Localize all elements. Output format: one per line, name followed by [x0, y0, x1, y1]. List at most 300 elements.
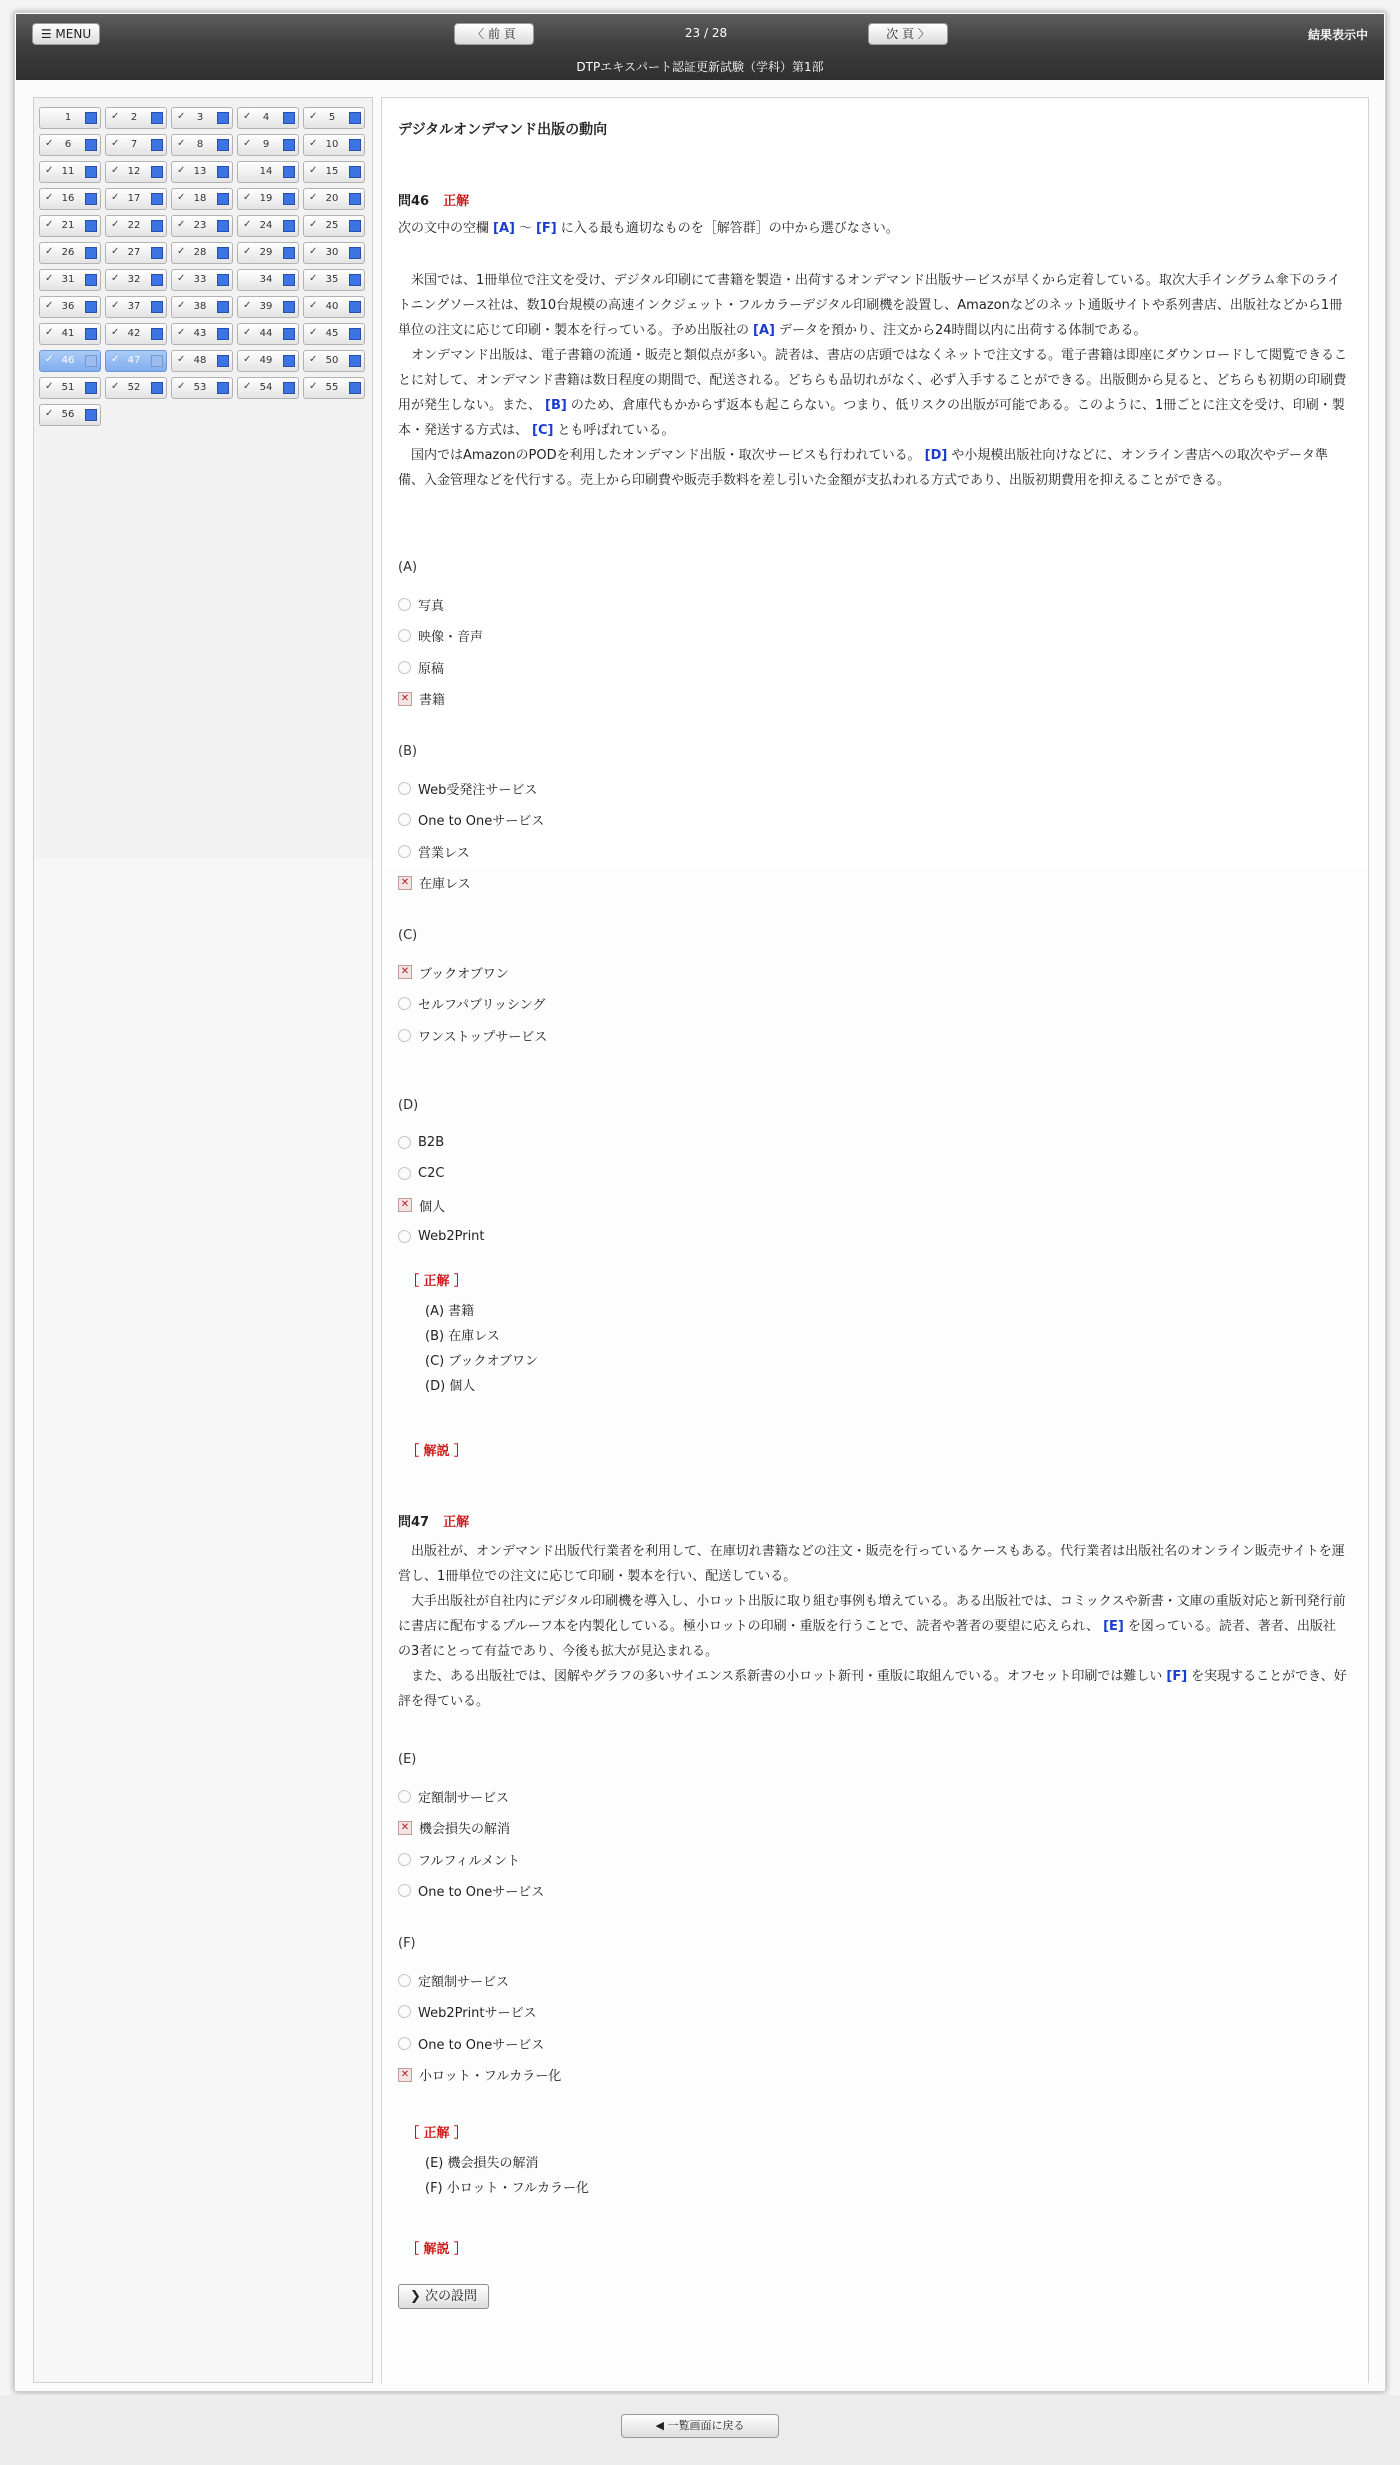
status-square-icon	[349, 220, 361, 232]
question-nav-button[interactable]	[39, 350, 101, 372]
status-square-icon	[85, 112, 97, 124]
question-nav-button[interactable]	[303, 188, 365, 210]
radio-icon	[398, 1136, 411, 1149]
answer-option[interactable]	[398, 1849, 520, 1869]
status-square-icon	[283, 355, 295, 367]
option-label: One to Oneサービス	[418, 2037, 545, 2053]
answer-option[interactable]	[398, 1132, 444, 1152]
chevron-right-icon: ❯	[409, 2289, 425, 2304]
check-icon: ✓	[243, 192, 252, 203]
question-nav-button[interactable]	[39, 215, 101, 237]
question-nav-button[interactable]	[303, 107, 365, 129]
question-number: 38	[193, 301, 207, 312]
question-nav-button[interactable]	[171, 188, 233, 210]
question-number: 21	[61, 220, 75, 231]
option-label: 営業レス	[418, 845, 470, 861]
question-nav-button[interactable]	[303, 323, 365, 345]
back-circle-icon: ◀	[655, 2419, 668, 2432]
question-number: 22	[127, 220, 141, 231]
question-nav-button[interactable]	[303, 296, 365, 318]
q47-passage	[398, 1539, 1348, 1714]
option-label: 個人	[419, 1199, 446, 1215]
question-nav-button[interactable]	[39, 242, 101, 264]
status-square-icon	[85, 382, 97, 394]
question-number: 48	[193, 355, 207, 366]
correct-answer-item: (D) 個人	[425, 1379, 476, 1394]
check-icon: ✓	[309, 138, 318, 149]
check-icon: ✓	[309, 111, 318, 122]
question-number: 41	[61, 328, 75, 339]
question-nav-button[interactable]	[171, 215, 233, 237]
answer-option[interactable]	[398, 689, 445, 709]
answer-option[interactable]	[398, 1025, 547, 1045]
radio-icon	[398, 1167, 411, 1180]
question-number: 28	[193, 247, 207, 258]
status-square-icon	[349, 301, 361, 313]
q47-explanation-label: ［ 解説 ］	[406, 2242, 468, 2257]
option-label: C2C	[418, 1166, 445, 1181]
question-number: 51	[61, 382, 75, 393]
question-nav-button[interactable]	[105, 269, 167, 291]
question-nav-button[interactable]	[171, 296, 233, 318]
blank-f-label: [F]	[535, 221, 557, 236]
page-counter: 23 / 28	[684, 26, 728, 40]
answer-option[interactable]	[398, 810, 544, 830]
q46-explanation-label: ［ 解説 ］	[406, 1444, 468, 1459]
check-icon: ✓	[111, 192, 120, 203]
question-nav-button[interactable]	[105, 350, 167, 372]
question-number: 39	[259, 301, 273, 312]
answer-option[interactable]	[398, 778, 537, 798]
top-toolbar	[16, 14, 1384, 80]
question-nav-button[interactable]	[171, 161, 233, 183]
radio-icon	[398, 1974, 411, 1987]
question-nav-button[interactable]	[105, 323, 167, 345]
question-number: 13	[193, 166, 207, 177]
selected-box-icon: ✕	[398, 1198, 412, 1212]
question-nav-button[interactable]	[237, 107, 299, 129]
menu-button[interactable]: ☰ MENU	[32, 23, 100, 45]
status-square-icon	[85, 247, 97, 259]
option-label: ブックオブワン	[419, 966, 509, 982]
next-question-button[interactable]: ❯ 次の設問	[398, 2284, 489, 2309]
check-icon: ✓	[45, 138, 54, 149]
status-square-icon	[349, 112, 361, 124]
check-icon: ✓	[177, 111, 186, 122]
check-icon: ✓	[177, 138, 186, 149]
exam-title: DTPエキスパート認証更新試験（学科）第1部	[576, 60, 824, 74]
question-nav-button[interactable]	[171, 350, 233, 372]
back-to-list-button[interactable]: ◀ 一覧画面に戻る	[621, 2414, 779, 2438]
check-icon: ✓	[111, 138, 120, 149]
app-window	[14, 12, 1386, 2392]
question-number: 23	[193, 220, 207, 231]
answer-option[interactable]	[398, 1881, 544, 1901]
option-label: 定額制サービス	[418, 1790, 510, 1806]
check-icon: ✓	[309, 246, 318, 257]
question-number: 3	[196, 112, 204, 123]
question-nav-button[interactable]	[105, 134, 167, 156]
radio-icon	[398, 629, 411, 642]
answer-option[interactable]	[398, 1818, 510, 1838]
check-icon: ✓	[45, 381, 54, 392]
check-icon: ✓	[111, 381, 120, 392]
status-square-icon	[151, 139, 163, 151]
question-number: 37	[127, 301, 141, 312]
answer-option[interactable]	[398, 1970, 509, 1990]
question-nav-button[interactable]	[105, 242, 167, 264]
status-square-icon	[85, 355, 97, 367]
selected-box-icon: ✕	[398, 692, 412, 706]
status-square-icon	[151, 166, 163, 178]
question-nav-button[interactable]	[39, 323, 101, 345]
status-square-icon	[151, 274, 163, 286]
check-icon: ✓	[243, 300, 252, 311]
status-square-icon	[349, 247, 361, 259]
question-content	[381, 97, 1369, 2383]
question-number: 42	[127, 328, 141, 339]
question-number: 24	[259, 220, 273, 231]
answer-option[interactable]	[398, 626, 483, 646]
question-number: 44	[259, 328, 273, 339]
question-nav-button[interactable]	[171, 323, 233, 345]
option-label: ワンストップサービス	[418, 1029, 548, 1045]
blank-a-label: [A]	[493, 221, 515, 236]
answer-option[interactable]	[398, 962, 509, 982]
check-icon: ✓	[177, 300, 186, 311]
q47-verdict: 正解	[443, 1515, 470, 1530]
selected-box-icon: ✕	[398, 2068, 412, 2082]
question-nav-button[interactable]	[39, 269, 101, 291]
answer-option[interactable]	[398, 994, 545, 1014]
radio-icon	[398, 813, 411, 826]
question-nav-button[interactable]	[237, 215, 299, 237]
status-square-icon	[349, 274, 361, 286]
check-icon: ✓	[111, 327, 120, 338]
check-icon: ✓	[177, 165, 186, 176]
answer-option[interactable]	[398, 841, 470, 861]
answer-option[interactable]	[398, 657, 444, 677]
question-number: 2	[130, 112, 138, 123]
radio-icon	[398, 1230, 411, 1243]
status-square-icon	[283, 274, 295, 286]
status-square-icon	[283, 301, 295, 313]
question-nav-button[interactable]	[237, 350, 299, 372]
check-icon: ✓	[309, 273, 318, 284]
q47-answer-label: ［ 正解 ］	[406, 2126, 468, 2141]
q46-paragraph-2: オンデマンド出版は、電子書籍の流通・販売と類似点が多い。読者は、書店の店頭ではなくネットで注文する。電子書籍は即座にダウンロードして閲覧できることに対して、オンデマンド書籍は数日程度の期間で、配送される。どちらも品切れがなく、必ず入手することができる。出版側から見ると、どちらも初期の印刷費用が発生しない。また、 [B] のため、倉庫代もかからず返本も起こらない。つまり、低リスクの出版が可能である。このように、1冊ごとに注文を受け、印刷・製本・発送する方式は、 [C] とも呼ばれている。	[398, 348, 1348, 438]
question-number: 5	[328, 112, 336, 123]
check-icon: ✓	[309, 192, 318, 203]
question-number: 16	[61, 193, 75, 204]
q46-header	[398, 190, 469, 209]
question-number: 53	[193, 382, 207, 393]
question-nav-button[interactable]	[39, 188, 101, 210]
question-nav-button[interactable]	[303, 242, 365, 264]
check-icon: ✓	[177, 327, 186, 338]
correct-answer-item: (F) 小ロット・フルカラー化	[425, 2181, 589, 2196]
check-icon: ✓	[243, 111, 252, 122]
question-nav-button[interactable]	[39, 161, 101, 183]
group-label: (F)	[398, 1936, 416, 1951]
selected-box-icon: ✕	[398, 965, 412, 979]
radio-icon	[398, 782, 411, 795]
question-nav-button[interactable]	[303, 134, 365, 156]
status-square-icon	[349, 139, 361, 151]
question-nav-button[interactable]	[237, 188, 299, 210]
question-number: 56	[61, 409, 75, 420]
question-number: 31	[61, 274, 75, 285]
q47-paragraph-1: 出版社が、オンデマンド出版代行業者を利用して、在庫切れ書籍などの注文・販売を行っているケースもある。代行業者は出版社名のオンライン販売サイトを運営し、1冊単位での注文に応じて印刷・製本を行い、配送している。	[398, 1544, 1345, 1584]
check-icon: ✓	[111, 165, 120, 176]
check-icon: ✓	[309, 165, 318, 176]
check-icon: ✓	[111, 246, 120, 257]
check-icon: ✓	[45, 327, 54, 338]
check-icon: ✓	[177, 381, 186, 392]
question-number: 9	[262, 139, 270, 150]
status-square-icon	[349, 193, 361, 205]
status-square-icon	[151, 301, 163, 313]
radio-icon	[398, 1884, 411, 1897]
check-icon: ✓	[111, 273, 120, 284]
question-number: 20	[325, 193, 339, 204]
status-square-icon	[217, 139, 229, 151]
status-square-icon	[217, 193, 229, 205]
status-square-icon	[217, 328, 229, 340]
check-icon: ✓	[309, 300, 318, 311]
group-label: (C)	[398, 928, 418, 943]
question-nav-button[interactable]	[237, 377, 299, 399]
question-nav-button[interactable]	[39, 107, 101, 129]
check-icon: ✓	[177, 219, 186, 230]
answer-option[interactable]	[398, 2065, 561, 2085]
question-number: 26	[61, 247, 75, 258]
status-square-icon	[217, 112, 229, 124]
check-icon: ✓	[45, 219, 54, 230]
option-label: 機会損失の解消	[419, 1822, 511, 1837]
check-icon: ✓	[243, 354, 252, 365]
check-icon: ✓	[243, 138, 252, 149]
status-square-icon	[151, 220, 163, 232]
question-nav-button[interactable]	[237, 323, 299, 345]
q46-passage	[398, 268, 1348, 493]
correct-answer-item: (A) 書籍	[425, 1304, 475, 1319]
question-nav-button[interactable]	[303, 350, 365, 372]
question-grid	[39, 107, 365, 426]
check-icon: ✓	[177, 354, 186, 365]
question-nav-button[interactable]	[39, 404, 101, 426]
question-nav-button[interactable]	[303, 161, 365, 183]
status-square-icon	[217, 274, 229, 286]
option-label: 書籍	[419, 693, 446, 708]
answer-option[interactable]	[398, 1164, 444, 1184]
option-label: Web受発注サービス	[418, 782, 538, 798]
radio-icon	[398, 1790, 411, 1803]
status-square-icon	[349, 166, 361, 178]
question-nav-panel	[33, 97, 373, 2383]
group-label: (A)	[398, 560, 418, 575]
question-nav-button[interactable]	[303, 215, 365, 237]
radio-icon	[398, 845, 411, 858]
question-number: 50	[325, 355, 339, 366]
answer-option[interactable]	[398, 1195, 445, 1215]
correct-answer-item: (B) 在庫レス	[425, 1329, 500, 1344]
question-number: 6	[64, 139, 72, 150]
question-nav-button[interactable]	[237, 269, 299, 291]
q47-paragraph-2: 大手出版社が自社内にデジタル印刷機を導入し、小ロット出版に取り組む事例も増えている。ある出版社では、コミックスや新書・文庫の重版対応と新刊発行前に書店に配布するプルーフ本を内製化している。極小ロットの印刷・重版を行うことで、読者や著者の要望に応えられ、 [E] を図っている。読者、著者、出版社の3者にとって有益であり、今後も拡大が見込まれる。	[398, 1594, 1346, 1659]
question-number: 14	[259, 166, 273, 177]
question-number: 15	[325, 166, 339, 177]
q46-answer-label: ［ 正解 ］	[406, 1274, 468, 1289]
correct-answer-item: (C) ブックオブワン	[425, 1354, 539, 1369]
question-number: 30	[325, 247, 339, 258]
check-icon: ✓	[243, 381, 252, 392]
status-square-icon	[349, 328, 361, 340]
question-nav-button[interactable]	[39, 134, 101, 156]
selected-box-icon: ✕	[398, 876, 412, 890]
status-square-icon	[349, 382, 361, 394]
q47-number: 問47	[398, 1515, 430, 1530]
status-square-icon	[151, 382, 163, 394]
question-nav-button[interactable]	[303, 377, 365, 399]
question-number: 55	[325, 382, 339, 393]
option-label: Web2Printサービス	[418, 2006, 537, 2021]
status-square-icon	[151, 355, 163, 367]
question-number: 11	[61, 166, 75, 177]
question-nav-button[interactable]	[237, 134, 299, 156]
question-nav-button[interactable]	[105, 215, 167, 237]
question-nav-button[interactable]	[237, 242, 299, 264]
answer-option[interactable]	[398, 1786, 509, 1806]
question-nav-button[interactable]	[303, 269, 365, 291]
check-icon: ✓	[177, 192, 186, 203]
question-number: 8	[196, 139, 204, 150]
q46-paragraph-3: 国内ではAmazonのPODを利用したオンデマンド出版・取次サービスも行われている。 [D] や小規模出版社向けなどに、オンライン書店への取次やデータ準備、入金管理などを代行する。売上から印刷費や販売手数料を差し引いた金額が支払われる方式であり、出版初期費用を抑えることができる。	[398, 448, 1328, 488]
question-number: 47	[127, 355, 141, 366]
status-square-icon	[151, 328, 163, 340]
question-nav-button[interactable]	[237, 161, 299, 183]
status-square-icon	[151, 193, 163, 205]
question-number: 12	[127, 166, 141, 177]
option-label: Web2Print	[418, 1229, 485, 1244]
check-icon: ✓	[309, 219, 318, 230]
question-nav-button[interactable]	[171, 242, 233, 264]
answer-option[interactable]	[398, 2002, 537, 2022]
radio-icon	[398, 997, 411, 1010]
answer-option[interactable]	[398, 1227, 485, 1247]
option-label: 映像・音声	[418, 630, 484, 645]
status-square-icon	[283, 112, 295, 124]
radio-icon	[398, 598, 411, 611]
result-status: 結果表示中	[1307, 28, 1368, 42]
question-nav-button[interactable]	[171, 377, 233, 399]
q46-instruction: 次の文中の空欄 [A] 〜 [F] に入る最も適切なものを［解答群］の中から選びなさい。	[398, 221, 899, 236]
check-icon: ✓	[111, 354, 120, 365]
answer-option[interactable]	[398, 873, 471, 893]
option-label: 小ロット・フルカラー化	[419, 2069, 562, 2084]
check-icon: ✓	[309, 327, 318, 338]
check-icon: ✓	[309, 381, 318, 392]
answer-option[interactable]	[398, 2033, 544, 2053]
question-nav-button[interactable]	[105, 188, 167, 210]
question-nav-button[interactable]	[105, 377, 167, 399]
question-number: 46	[61, 355, 75, 366]
question-number: 19	[259, 193, 273, 204]
question-number: 54	[259, 382, 273, 393]
question-number: 52	[127, 382, 141, 393]
q46-paragraph-1: 米国では、1冊単位で注文を受け、デジタル印刷にて書籍を製造・出荷するオンデマンド出版サービスが早くから定着している。取次大手イングラム傘下のライトニングソース社は、数10台規模の高速インクジェット・フルカラーデジタル印刷機を設置し、Amazonなどのネット通販サイトや系列書店、出版社などから1冊単位の注文に応じて印刷・製本を行っている。予め出版社の [A] データを預かり、注文から24時間以内に出荷する体制である。	[398, 273, 1343, 338]
correct-answer-item: (E) 機会損失の解消	[425, 2156, 539, 2171]
check-icon: ✓	[111, 219, 120, 230]
status-square-icon	[283, 193, 295, 205]
group-label: (B)	[398, 744, 418, 759]
status-square-icon	[85, 328, 97, 340]
status-square-icon	[283, 139, 295, 151]
question-number: 27	[127, 247, 141, 258]
status-square-icon	[217, 220, 229, 232]
status-square-icon	[283, 166, 295, 178]
question-number: 45	[325, 328, 339, 339]
check-icon: ✓	[177, 273, 186, 284]
question-nav-button[interactable]	[171, 134, 233, 156]
question-number: 43	[193, 328, 207, 339]
q47-header	[398, 1511, 469, 1530]
question-number: 49	[259, 355, 273, 366]
check-icon: ✓	[45, 300, 54, 311]
option-label: セルフパブリッシング	[418, 998, 546, 1013]
prev-page-button[interactable]: 〈 前 頁	[454, 23, 534, 45]
option-label: One to Oneサービス	[418, 814, 545, 829]
question-nav-button[interactable]	[237, 296, 299, 318]
question-nav-button[interactable]	[171, 269, 233, 291]
question-nav-button[interactable]	[39, 296, 101, 318]
option-label: 在庫レス	[419, 877, 471, 892]
option-label: 写真	[418, 598, 445, 614]
status-square-icon	[85, 220, 97, 232]
check-icon: ✓	[243, 246, 252, 257]
group-label: (D)	[398, 1098, 419, 1113]
question-nav-button[interactable]	[105, 107, 167, 129]
question-nav-button[interactable]	[171, 107, 233, 129]
q46-answer-list	[425, 1302, 538, 1402]
check-icon: ✓	[45, 354, 54, 365]
status-square-icon	[85, 139, 97, 151]
question-number: 4	[262, 112, 270, 123]
answer-option[interactable]	[398, 594, 444, 614]
status-square-icon	[217, 301, 229, 313]
question-number: 1	[64, 112, 72, 123]
status-square-icon	[217, 382, 229, 394]
radio-icon	[398, 1029, 411, 1042]
status-square-icon	[283, 328, 295, 340]
question-number: 10	[325, 139, 339, 150]
question-nav-button[interactable]	[39, 377, 101, 399]
status-square-icon	[85, 166, 97, 178]
selected-box-icon: ✕	[398, 1821, 412, 1835]
option-label: One to Oneサービス	[418, 1885, 545, 1900]
next-page-button[interactable]: 次 頁 〉	[868, 23, 948, 45]
question-number: 18	[193, 193, 207, 204]
option-label: 定額制サービス	[418, 1974, 510, 1990]
status-square-icon	[283, 247, 295, 259]
status-square-icon	[217, 355, 229, 367]
check-icon: ✓	[243, 327, 252, 338]
status-square-icon	[151, 112, 163, 124]
check-icon: ✓	[243, 219, 252, 230]
question-nav-button[interactable]	[105, 296, 167, 318]
question-nav-button[interactable]	[105, 161, 167, 183]
option-label: フルフィルメント	[418, 1853, 521, 1869]
